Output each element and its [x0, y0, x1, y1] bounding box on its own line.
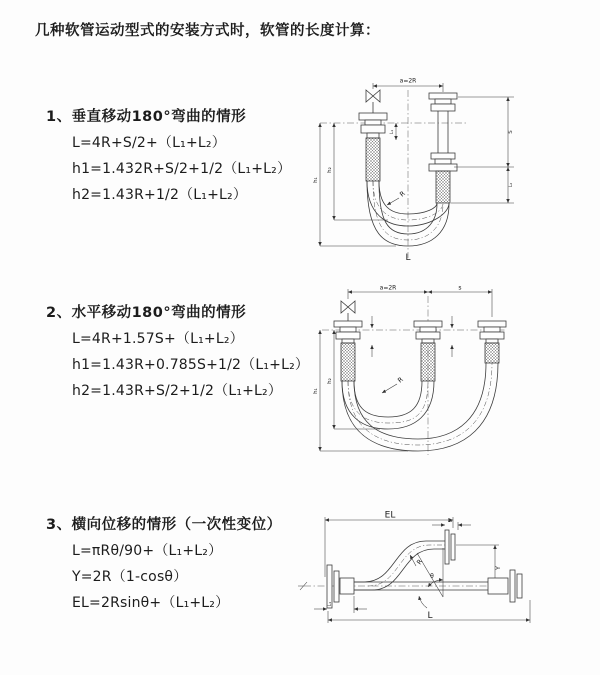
length-label: L [405, 253, 411, 263]
upper-flange [445, 530, 455, 564]
theta-angle-construction [417, 548, 443, 608]
diagram-horizontal-180-bend [308, 283, 558, 458]
formula-line: L=πRθ/90+（L₁+L₂） [72, 543, 223, 559]
formula-line: h2=1.43R+1/2（L₁+L₂） [72, 187, 248, 203]
dim-label-a2r: a=2R [399, 77, 417, 85]
dim-label-s: S [508, 130, 514, 134]
dim-label-y: Y [494, 566, 502, 570]
section-horizontal-movement [46, 304, 316, 409]
page-title: 几种软管运动型式的安装方式时，软管的长度计算： [35, 23, 380, 39]
section-3-formulas [72, 543, 316, 612]
section-2-formulas [72, 331, 316, 400]
hose-loop-position-2 [342, 363, 498, 451]
right-hose-fitting [478, 321, 506, 363]
diagram-lateral-displacement [298, 508, 558, 633]
dim-label-h2: h₂ [327, 167, 333, 173]
dim-label-l2: L₂ [447, 518, 453, 524]
section-1-formulas [72, 135, 316, 204]
dim-label-h2: h₂ [327, 378, 333, 384]
dim-label-l: L [427, 611, 433, 621]
section-lateral-displacement [46, 516, 316, 621]
dim-label-el: EL [384, 510, 396, 521]
dim-label-l2: L₂ [509, 182, 514, 188]
radius-label: R [398, 189, 407, 199]
dim-label-l1: L₁ [390, 129, 395, 135]
left-flange [327, 565, 354, 608]
section-1-heading: 1、垂直移动180°弯曲的情形 [46, 109, 247, 125]
s-curved-hose [354, 541, 445, 590]
formula-line: h2=1.43R+S/2+1/2（L₁+L₂） [72, 383, 283, 399]
dim-label-h1: h₁ [313, 177, 319, 183]
section-2-heading: 2、水平移动180°弯曲的情形 [46, 305, 247, 321]
dim-label-h1: h₁ [313, 388, 319, 394]
dim-label-l1: L₁ [328, 601, 333, 607]
formula-line: Y=2R（1-cosθ） [72, 569, 188, 585]
formula-line: L=4R+1.57S+（L₁+L₂） [72, 331, 244, 347]
formula-line: h1=1.43R+0.785S+1/2（L₁+L₂） [72, 357, 310, 373]
right-hose-fittings [429, 93, 457, 203]
radius-label: R [415, 557, 425, 567]
formula-line: h1=1.432R+S/2+1/2（L₁+L₂） [72, 161, 292, 177]
valve-icon [341, 301, 355, 321]
theta-label: θ [430, 573, 434, 580]
straight-hose-original-position [354, 570, 522, 602]
section-3-heading: 3、横向位移的情形（一次性变位） [46, 517, 282, 533]
hose-loop-position-1 [342, 381, 434, 429]
diagram-vertical-180-bend [308, 68, 558, 266]
section-vertical-movement [46, 108, 316, 213]
radius-label: R [396, 375, 405, 385]
formula-line: L=4R+S/2+（L₁+L₂） [72, 135, 226, 151]
dim-label-a2r: a=2R [379, 284, 397, 292]
dim-label-s: s [458, 284, 462, 292]
formula-line: EL=2Rsinθ+（L₁+L₂） [72, 595, 230, 611]
valve-icon [366, 90, 380, 113]
